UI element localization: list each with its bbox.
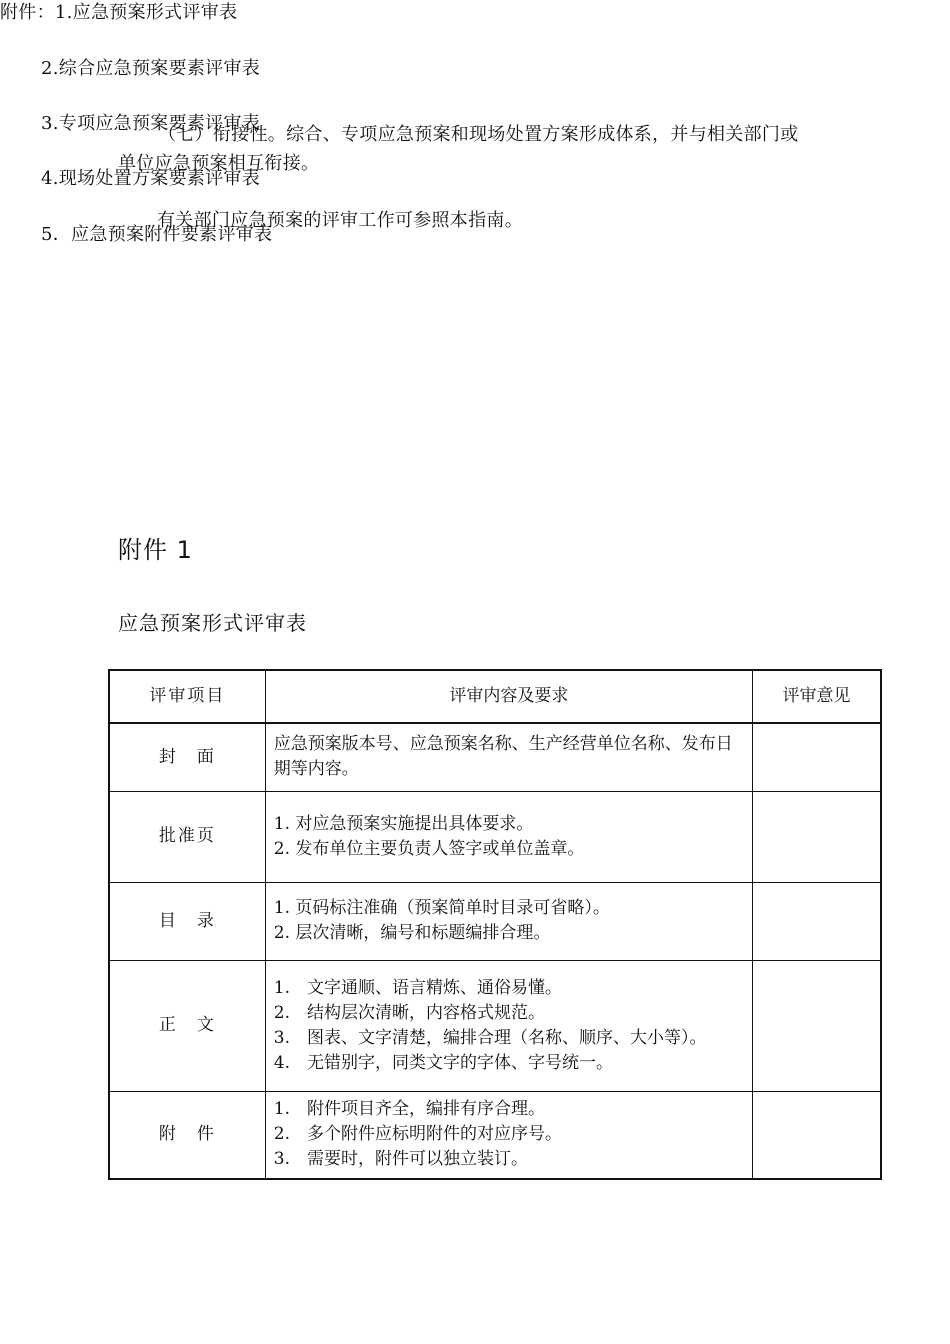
requirement-line: 1. 附件项目齐全，编排有序合理。: [273, 1099, 545, 1120]
row-opinion-cell: [752, 960, 881, 1091]
attachment-list-item: 附件：1.应急预案形式评审表: [0, 2, 238, 23]
attachment-list-item: 5．应急预案附件要素评审表: [41, 224, 273, 245]
requirement-line: 2. 发布单位主要负责人签字或单位盖章。: [273, 838, 585, 859]
header-review-opinion: 评审意见: [752, 670, 881, 723]
row-requirements-cell: [265, 1091, 752, 1179]
row-opinion-cell: [752, 1091, 881, 1179]
row-requirements-cell: [265, 791, 752, 882]
paragraph-cohesion-line2: 单位应急预案相互衔接。: [118, 153, 320, 174]
table-row: [109, 791, 881, 882]
table-row: [109, 882, 881, 960]
paragraph-reference: 有关部门应急预案的评审工作可参照本指南。: [157, 210, 523, 231]
row-opinion-cell: [752, 723, 881, 791]
row-item-approval-page: 批准页: [109, 791, 265, 882]
attachment-list-item: 4.现场处置方案要素评审表: [41, 168, 261, 189]
requirement-line: 2. 结构层次清晰，内容格式规范。: [273, 1002, 545, 1023]
header-review-requirements: 评审内容及要求: [265, 670, 752, 723]
row-item-body-text: 正 文: [109, 960, 265, 1091]
table-title: 应急预案形式评审表: [118, 611, 307, 635]
row-opinion-cell: [752, 882, 881, 960]
table-row: [109, 960, 881, 1091]
requirement-line: 1. 页码标注准确（预案简单时目录可省略）。: [273, 898, 610, 918]
requirement-line: 2. 层次清晰，编号和标题编排合理。: [273, 923, 551, 943]
row-item-attachments: 附 件: [109, 1091, 265, 1179]
row-opinion-cell: [752, 791, 881, 882]
requirement-line: 1. 文字通顺、语言精炼、通俗易懂。: [273, 977, 562, 998]
table-header-row: [109, 670, 881, 723]
row-item-cover: 封 面: [109, 723, 265, 791]
row-item-contents: 目 录: [109, 882, 265, 960]
attachment-heading: 附件 1: [118, 536, 193, 564]
row-requirements-cell: [265, 882, 752, 960]
review-table: [108, 669, 882, 1180]
requirement-line: 3. 图表、文字清楚，编排合理（名称、顺序、大小等）。: [273, 1027, 707, 1048]
requirement-line: 3. 需要时，附件可以独立装订。: [273, 1149, 528, 1170]
attachment-list-item: 3.专项应急预案要素评审表: [41, 113, 261, 134]
requirement-line: 2. 多个附件应标明附件的对应序号。: [273, 1124, 562, 1145]
requirement-line: 1. 对应急预案实施提出具体要求。: [273, 813, 534, 834]
requirement-line: 应急预案版本号、应急预案名称、生产经营单位名称、发布日期等内容。: [273, 734, 733, 780]
row-requirements-cell: [265, 960, 752, 1091]
table-row: [109, 1091, 881, 1179]
table-row: [109, 723, 881, 791]
paragraph-cohesion-line1: （七）衔接性。综合、专项应急预案和现场处置方案形成体系，并与相关部门或: [158, 124, 799, 145]
header-review-item: 评审项目: [109, 670, 265, 723]
attachment-list-item: 2.综合应急预案要素评审表: [41, 58, 261, 79]
requirement-line: 4. 无错别字，同类文字的字体、字号统一。: [273, 1052, 613, 1073]
row-requirements-cell: [265, 723, 752, 791]
